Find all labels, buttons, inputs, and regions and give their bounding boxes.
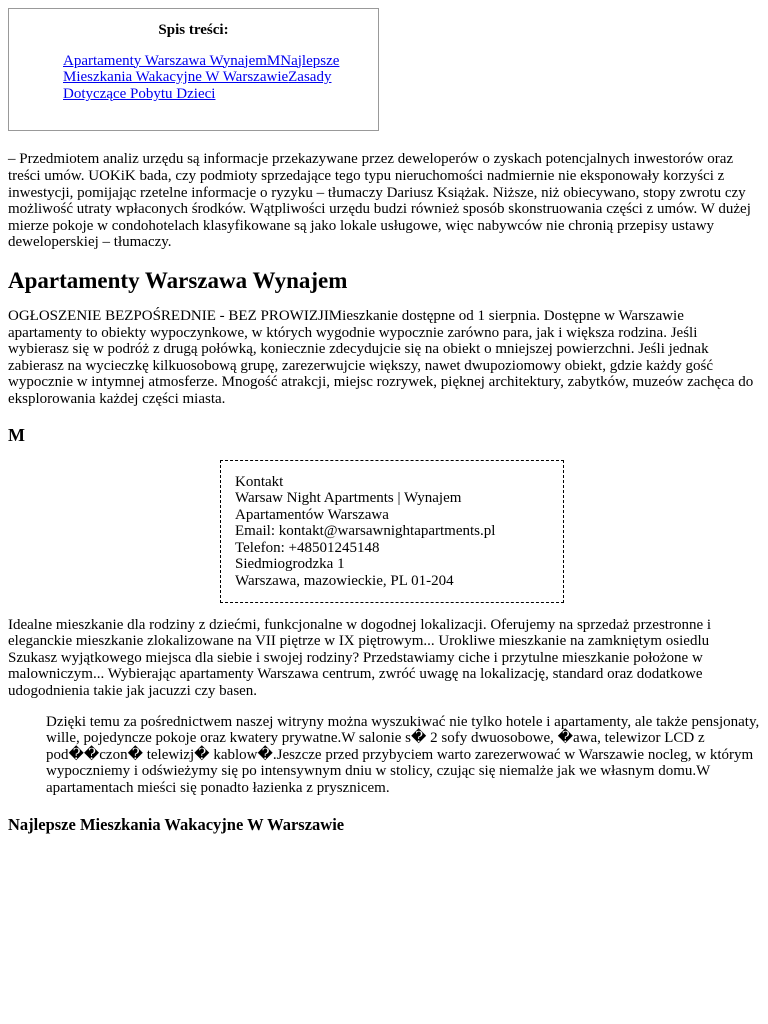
toc-item xyxy=(63,53,267,69)
toc-item xyxy=(267,53,280,69)
quote-block: Dzięki temu za pośrednictwem naszej witryny można wyszukiwać nie tylko hotele i apartamenty, ale także pensjonaty, wille, pojedyncze pokoje oraz kwatery prywatne.W salonie s� 2 sofy dwuosobowe, �awa, telewizor LCD z pod��czon� telewizj� kablow�.Jeszcze przed przybyciem warto zarezerwować w Warszawie nocleg, w którym wypoczniemy i odświeżymy się po intensywnym dniu w stolicy, czując się niemalże jak we własnym domu.W apartamentach mieści się ponadto łazienka z prysznicem. xyxy=(46,713,760,796)
toc-title: Spis treści: xyxy=(158,22,229,38)
contact-label: Kontakt xyxy=(235,473,284,490)
contact-box xyxy=(220,460,564,603)
contact-email: Email: kontakt@warsawnightapartments.pl xyxy=(235,523,496,540)
toc-link-m[interactable]: M xyxy=(266,52,281,69)
section-heading-apartamenty: Apartamenty Warszawa Wynajem xyxy=(8,267,348,293)
toc-link-najlepsze[interactable]: Najlepsze Mieszkania Wakacyjne W Warszawie xyxy=(63,52,340,86)
table-of-contents xyxy=(8,8,379,131)
contact-phone: Telefon: +48501245148 xyxy=(235,539,380,556)
section1-paragraph: OGŁOSZENIE BEZPOŚREDNIE - BEZ PROWIZJIMieszkanie dostępne od 1 sierpnia. Dostępne w Warszawie apartamenty to obiekty wypoczynkowe, w których wygodnie wypocznie zarówno para, jak i większa rodzina. Jeśli wybierasz się w podróż z drugą połówką, koniecznie zdecydujcie się na obiekt o mniejszej powierzchni. Jeśli jednak zabierasz na wycieczkę kilkuosobową grupę, zarezerwujcie większy, nawet dwupoziomowy obiekt, gdzie każdy gość wypocznie w intymnej atmosferze. Mnogość atrakcji, miejsc rozrywek, pięknej architektury, zabytków, muzeów zachęca do eksplorowania każdej części miasta. xyxy=(8,307,754,407)
toc-link-apartamenty[interactable]: Apartamenty Warszawa Wynajem xyxy=(63,52,267,69)
section-heading-najlepsze: Najlepsze Mieszkania Wakacyjne W Warszawie xyxy=(8,814,345,834)
intro-paragraph: – Przedmiotem analiz urzędu są informacje przekazywane przez deweloperów o zyskach potencjalnych inwestorów oraz treści umów. UOKiK bada, czy podmioty sprzedające tego typu nieruchomości nadmiernie nie eksponowały korzyści z inwestycji, pomijając rzetelne informacje o ryzyku – tłumaczy Dariusz Książak. Niższe, niż obiecywano, stopy zwrotu czy możliwość utraty wpłaconych środków. Wątpliwości urzędu budzi również sposób skonstruowania części z umów. W dużej mierze pokoje w condohotelach klasyfikowane są jako lokale usługowe, więc nabywców nie chronią przepisy ustawy deweloperskiej – tłumaczy. xyxy=(8,151,751,251)
section-heading-m: M xyxy=(8,424,25,445)
toc-list xyxy=(19,53,368,103)
section2-paragraph: Idealne mieszkanie dla rodziny z dziećmi, funkcjonalne w dogodnej lokalizacji. Oferujemy na sprzedaż przestronne i eleganckie mieszkanie zlokalizowane na VII piętrze w IX piętrowym... Urokliwe mieszkanie na zamkniętym osiedlu Szukasz wyjątkowego miejsca dla siebie i swojej rodziny? Przedstawiamy ciche i przytulne mieszkanie położone w malowniczym... Wybierając apartamenty Warszawa centrum, zwróć uwagę na lokalizację, standard oraz dodatkowe udogodnienia takie jak jacuzzi czy basen. xyxy=(8,616,712,700)
toc-link-zasady[interactable]: Zasady Dotyczące Pobytu Dzieci xyxy=(63,69,332,102)
contact-street: Siedmiogrodzka 1 xyxy=(235,556,345,573)
contact-city: Warszawa, mazowieckie, PL 01-204 xyxy=(235,573,454,590)
contact-company: Warsaw Night Apartments | Wynajem Apartamentów Warszawa xyxy=(235,490,462,523)
